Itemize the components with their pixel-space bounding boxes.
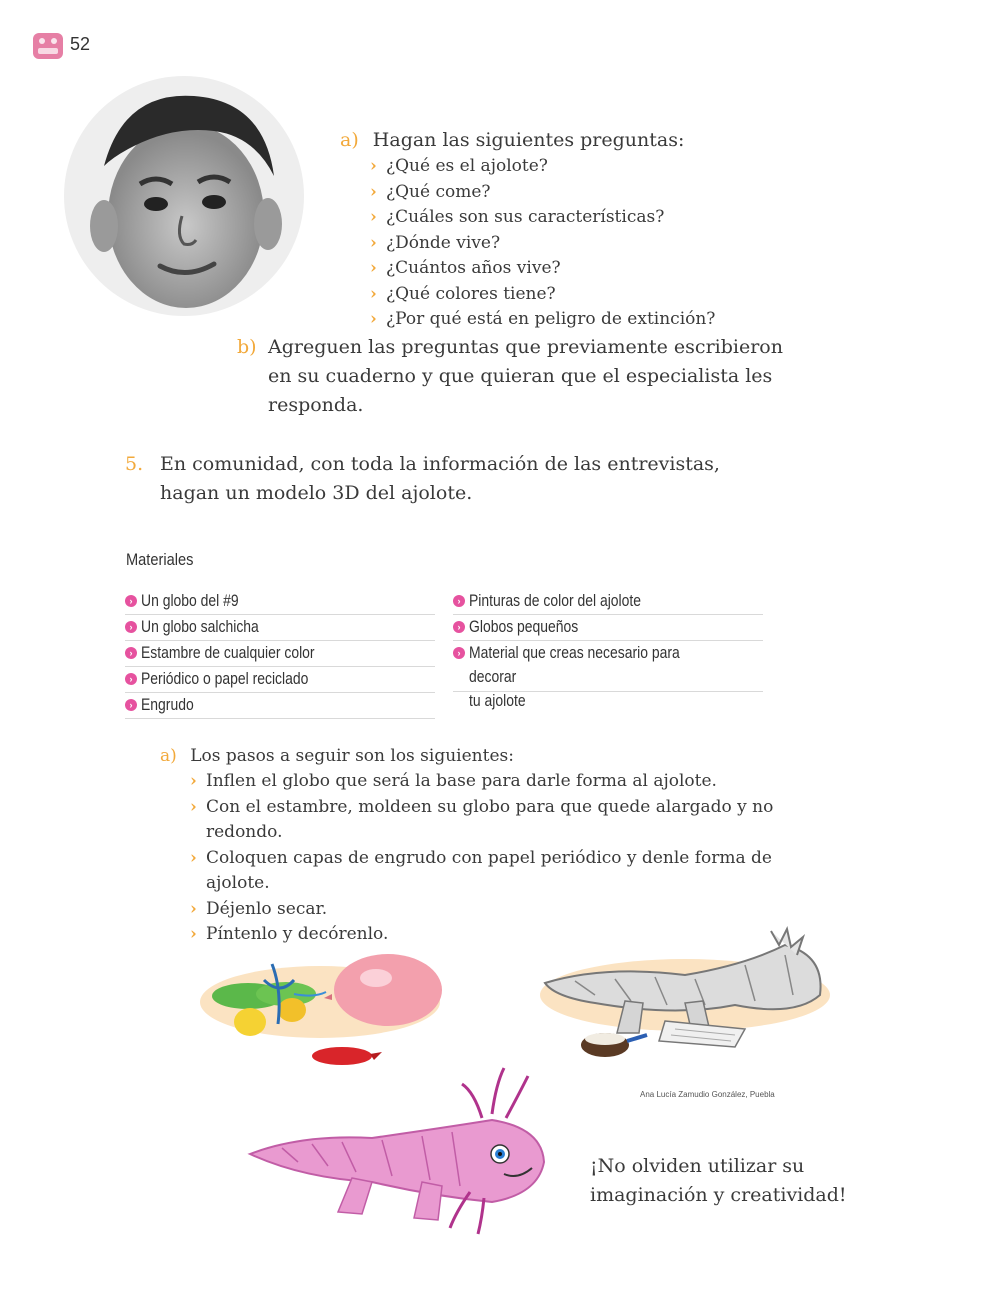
arrow-bullet-icon: › xyxy=(125,673,137,685)
paragraph-line: Agreguen las preguntas que previamente escribieron xyxy=(268,336,783,358)
paragraph-line: en su cuaderno y que quieran que el especialista les xyxy=(268,365,773,387)
list-item: › Inflen el globo que será la base para darle forma al ajolote. xyxy=(190,769,790,795)
material-item: › Engrudo xyxy=(125,693,435,719)
materials-list-left xyxy=(125,589,435,719)
page-number: 52 xyxy=(70,34,91,54)
add-questions-paragraph xyxy=(268,333,888,420)
heading-text: Hagan las siguientes preguntas: xyxy=(372,129,685,151)
steps-heading xyxy=(160,744,860,770)
paragraph-line: hagan un modelo 3D del ajolote. xyxy=(160,482,473,504)
material-item: › Un globo del #9 xyxy=(125,589,435,615)
steps-list xyxy=(190,769,790,948)
paragraph-line: responda. xyxy=(268,394,364,416)
closing-line: imaginación y creatividad! xyxy=(590,1184,847,1206)
list-item: › ¿Cuáles son sus características? xyxy=(370,205,930,231)
material-item: › Estambre de cualquier color xyxy=(125,641,435,667)
arrow-bullet-icon: › xyxy=(453,647,465,659)
step-number: 5. xyxy=(125,453,144,475)
list-item: › Déjenlo secar. xyxy=(190,897,790,923)
list-item: › ¿Qué es el ajolote? xyxy=(370,154,930,180)
list-item: › ¿Qué come? xyxy=(370,180,930,206)
illustration-credit: Ana Lucía Zamudio González, Puebla xyxy=(640,1090,775,1099)
material-item: › Periódico o papel reciclado xyxy=(125,667,435,693)
paragraph-line: En comunidad, con toda la información de las entrevistas, xyxy=(160,453,720,475)
list-item: › ¿Dónde vive? xyxy=(370,231,930,257)
list-item: › ¿Por qué está en peligro de extinción? xyxy=(370,307,930,333)
list-marker: b) xyxy=(237,336,257,358)
arrow-bullet-icon: › xyxy=(125,621,137,633)
arrow-bullet-icon: › xyxy=(125,647,137,659)
paper-mache-illustration xyxy=(535,925,830,1080)
material-item: › Un globo salchicha xyxy=(125,615,435,641)
heading-text: Los pasos a seguir son los siguientes: xyxy=(190,746,514,766)
arrow-bullet-icon: › xyxy=(125,595,137,607)
step5-paragraph xyxy=(160,450,860,508)
child-portrait-photo xyxy=(64,76,304,316)
arrow-bullet-icon: › xyxy=(125,699,137,711)
materials-title: Materiales xyxy=(126,550,194,569)
arrow-bullet-icon: › xyxy=(453,595,465,607)
questions-heading xyxy=(340,126,940,155)
closing-line: ¡No olviden utilizar su xyxy=(590,1155,805,1177)
list-marker: a) xyxy=(340,129,359,151)
list-marker: a) xyxy=(160,746,177,766)
material-item: › Globos pequeños xyxy=(453,615,763,641)
balloons-illustration xyxy=(190,950,450,1080)
material-item: › Pinturas de color del ajolote xyxy=(453,589,763,615)
pink-axolotl-illustration xyxy=(242,1062,552,1237)
questions-list xyxy=(370,154,930,333)
material-item: › Material que creas necesario para decorar tu ajolote xyxy=(453,641,763,692)
closing-message xyxy=(590,1152,970,1210)
list-item: › Con el estambre, moldeen su globo para que quede alargado y no redondo. xyxy=(190,795,790,846)
arrow-bullet-icon: › xyxy=(453,621,465,633)
list-item: › ¿Cuántos años vive? xyxy=(370,256,930,282)
list-item: › Coloquen capas de engrudo con papel periódico y denle forma de ajolote. xyxy=(190,846,790,897)
grade-icon xyxy=(33,33,63,59)
list-item: › ¿Qué colores tiene? xyxy=(370,282,930,308)
materials-list-right xyxy=(453,589,763,710)
list-item: › Píntenlo y decórenlo. xyxy=(190,922,790,948)
